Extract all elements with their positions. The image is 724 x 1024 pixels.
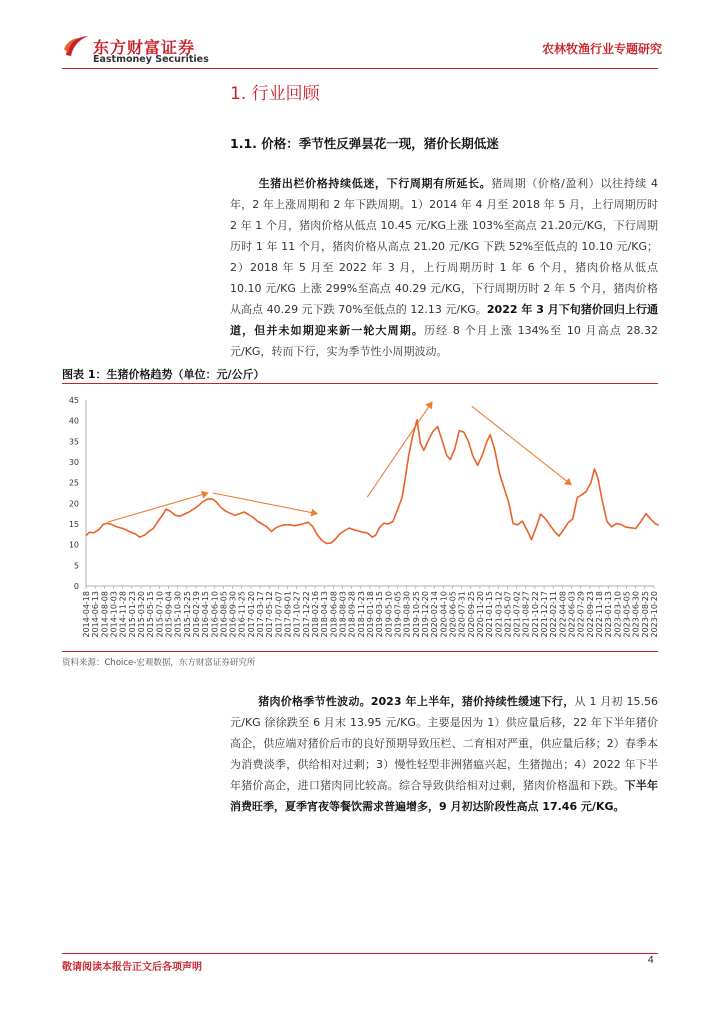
x-tick-label: 2015-10-30 xyxy=(173,591,183,638)
x-tick-label: 2020-04-10 xyxy=(439,591,449,638)
report-type: 农林牧渔行业专题研究 xyxy=(541,42,662,56)
y-tick-label: 45 xyxy=(68,396,79,405)
x-tick-label: 2020-06-05 xyxy=(448,591,458,638)
footer-divider xyxy=(62,953,658,954)
y-tick-label: 35 xyxy=(68,437,79,447)
x-tick-label: 2019-07-05 xyxy=(393,591,403,638)
x-tick-label: 2017-10-27 xyxy=(292,591,302,638)
paragraph-seasonal xyxy=(230,691,658,817)
x-tick-label: 2017-01-20 xyxy=(246,591,256,638)
figure-title: 图表 1：生猪价格趋势（单位：元/公斤） xyxy=(62,368,265,381)
paragraph-body: 猪周期（价格/盈利）以往持续 4 年，2 年上涨周期和 2 年下跌周期。1）2014 年 4 月至 2018 年 5 月，上行周期历时 2 年 1 个月，猪肉价格从低点 10.45 元/KG上涨 103%至高点 21.20元/KG，下行周期历时 1 年 11 个月，猪肉价格从高点 21.20 元/KG 下跌 52%至低点的 10.10 元/KG；2）2018 年 5 月至 2022 年 3 月，上行周期历时 1 年 6 个月，猪肉价格从低点 10.10 元/KG 上涨 299%至高点 40.29 元/KG，下行周期历时 2 年 5 个月，猪肉价格从高点 40.29 元下跌 70%至低点的 12.13 元/KG。 xyxy=(230,177,658,316)
x-tick-label: 2015-01-23 xyxy=(127,591,137,638)
x-tick-label: 2017-12-22 xyxy=(301,591,311,638)
trend-arrow xyxy=(367,402,432,497)
x-tick-label: 2021-10-22 xyxy=(530,591,540,638)
x-tick-label: 2016-11-25 xyxy=(237,591,247,638)
x-tick-label: 2018-06-08 xyxy=(329,591,339,638)
x-tick-label: 2015-05-15 xyxy=(146,591,156,638)
x-tick-label: 2022-11-18 xyxy=(595,591,605,638)
x-tick-label: 2015-07-10 xyxy=(155,591,165,638)
x-tick-label: 2023-08-25 xyxy=(640,591,650,638)
x-tick-label: 2014-10-03 xyxy=(109,591,119,638)
x-tick-label: 2014-06-13 xyxy=(91,591,101,638)
chart-series-line xyxy=(86,420,659,544)
paragraph-emphasis: 2022 年 3 月下旬猪价回归上行通道，但并未如期迎来新一轮大周期。 xyxy=(230,303,659,337)
paragraph-lead: 生猪出栏价格持续低迷，下行周期有所延长。 xyxy=(258,177,492,190)
trend-arrow xyxy=(213,493,317,514)
x-tick-label: 2020-02-14 xyxy=(430,591,440,638)
x-tick-label: 2016-02-19 xyxy=(191,591,201,638)
paragraph-lead: 猪肉价格季节性波动。2023 年上半年，猪价持续性缓速下行， xyxy=(258,695,575,708)
y-tick-label: 25 xyxy=(68,478,79,488)
paragraph-price-trend xyxy=(230,173,658,362)
x-tick-label: 2016-09-30 xyxy=(228,591,238,638)
x-tick-label: 2018-04-13 xyxy=(320,591,330,638)
x-tick-label: 2022-04-08 xyxy=(558,591,568,638)
x-tick-label: 2023-06-30 xyxy=(631,591,641,638)
x-tick-label: 2019-05-10 xyxy=(384,591,394,638)
x-tick-label: 2021-03-12 xyxy=(494,591,504,638)
figure-source: 资料来源：Choice-宏观数据，东方财富证券研究所 xyxy=(62,658,256,668)
x-tick-label: 2019-08-30 xyxy=(402,591,412,638)
x-tick-label: 2014-08-08 xyxy=(100,591,110,638)
x-tick-label: 2017-07-07 xyxy=(274,591,284,638)
x-tick-label: 2017-03-17 xyxy=(256,591,266,638)
footer-disclaimer: 敬请阅读本报告正文后各项声明 xyxy=(62,962,202,973)
x-tick-label: 2019-01-18 xyxy=(366,591,375,638)
x-tick-label: 2015-09-04 xyxy=(164,591,174,638)
x-tick-label: 2023-10-20 xyxy=(650,591,659,638)
hog-price-chart xyxy=(62,388,658,650)
y-tick-label: 40 xyxy=(68,416,79,426)
y-tick-label: 0 xyxy=(73,582,79,591)
x-tick-label: 2017-05-12 xyxy=(265,591,275,638)
paragraph-emphasis: 下半年消费旺季，夏季宵夜等餐饮需求普遍增多，9 月初达阶段性高点 17.46 元/KG。 xyxy=(230,779,659,813)
logo-subtext: Eastmoney Securities xyxy=(93,54,209,65)
logo-text: 东方财富证券 xyxy=(93,38,196,57)
trend-arrow xyxy=(108,493,207,522)
x-tick-label: 2016-08-05 xyxy=(219,591,229,638)
paragraph-body-tail: 历经 8 个月上涨 134%至 10 月高点 28.32 元/KG，转而下行，实为季节性小周期波动。 xyxy=(230,324,658,358)
x-tick-label: 2021-01-15 xyxy=(485,591,495,638)
paragraph-body: 从 1 月初 15.56 元/KG 徐徐跌至 6 月末 13.95 元/KG。主要是因为 1）供应量后移，22 年下半年猪价高企，供应端对猪价后市的良好预期导致压栏、二育相对严重，供应量后移；2）春季本为消费淡季，供给相对过剩；3）慢性轻型非洲猪瘟兴起，生猪抛出；4）2022 年下半年猪价高企，进口猪肉同比较高。综合导致供给相对过剩，猪肉价格温和下跌。 xyxy=(230,695,658,792)
x-tick-label: 2021-05-07 xyxy=(503,591,513,638)
x-tick-label: 2023-05-05 xyxy=(622,591,632,638)
source-divider xyxy=(62,651,658,652)
page-number: 4 xyxy=(647,955,654,966)
x-tick-label: 2019-10-25 xyxy=(411,591,421,638)
x-tick-label: 2020-11-20 xyxy=(475,591,485,638)
x-tick-label: 2020-09-25 xyxy=(466,591,476,638)
subsection-heading: 1.1. 价格：季节性反弹昙花一现，猪价长期低迷 xyxy=(230,136,499,151)
x-tick-label: 2015-03-20 xyxy=(136,591,146,638)
x-tick-label: 2015-12-25 xyxy=(182,591,192,638)
y-tick-label: 10 xyxy=(68,540,79,550)
x-tick-label: 2018-02-16 xyxy=(311,591,321,638)
figure-divider xyxy=(62,383,658,384)
x-tick-label: 2021-08-27 xyxy=(521,591,531,638)
x-tick-label: 2016-04-15 xyxy=(201,591,211,638)
logo-icon xyxy=(62,33,90,59)
x-tick-label: 2022-02-11 xyxy=(549,591,559,638)
trend-arrow xyxy=(472,406,571,485)
x-tick-label: 2019-03-15 xyxy=(375,591,385,638)
section-heading: 1. 行业回顾 xyxy=(230,84,320,104)
x-tick-label: 2021-12-17 xyxy=(540,591,550,638)
y-tick-label: 15 xyxy=(68,520,79,529)
header-divider xyxy=(62,68,658,69)
x-tick-label: 2017-09-01 xyxy=(283,591,293,638)
x-tick-label: 2016-06-10 xyxy=(210,591,220,638)
x-tick-label: 2014-11-28 xyxy=(118,591,128,638)
y-tick-label: 5 xyxy=(73,561,79,571)
x-tick-label: 2014-04-18 xyxy=(82,591,91,638)
x-tick-label: 2022-09-23 xyxy=(585,591,595,638)
x-tick-label: 2023-03-10 xyxy=(613,591,623,638)
x-tick-label: 2018-08-03 xyxy=(338,591,348,638)
x-tick-label: 2021-07-02 xyxy=(512,591,522,638)
x-tick-label: 2022-06-03 xyxy=(567,591,577,638)
x-tick-label: 2018-11-23 xyxy=(356,591,366,638)
x-tick-label: 2019-12-20 xyxy=(420,591,430,638)
x-tick-label: 2020-07-31 xyxy=(457,591,467,638)
x-tick-label: 2023-01-13 xyxy=(604,591,614,638)
x-tick-label: 2022-07-29 xyxy=(576,591,586,638)
y-tick-label: 20 xyxy=(68,499,79,509)
x-tick-label: 2018-09-28 xyxy=(347,591,357,638)
y-tick-label: 30 xyxy=(68,458,79,467)
